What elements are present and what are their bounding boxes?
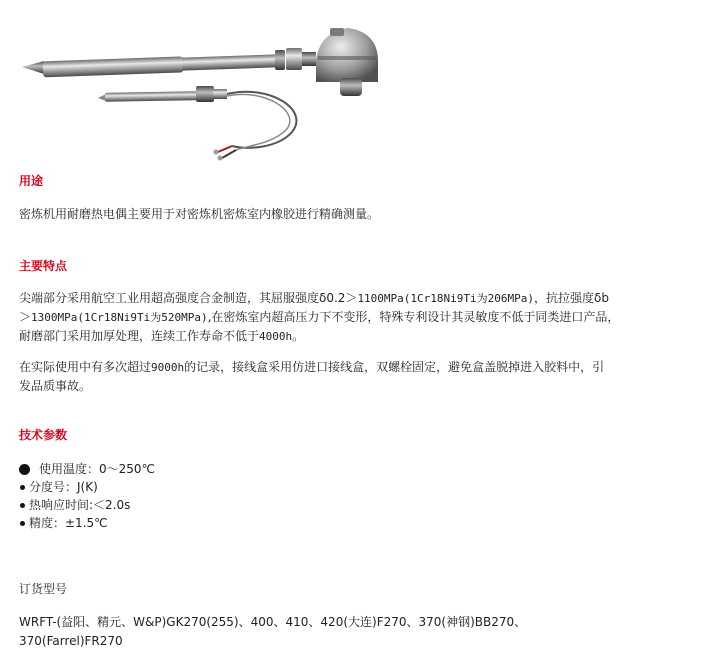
order-models <box>19 613 526 651</box>
text-segment-mono: 9000h <box>151 361 185 374</box>
features-para-2-line-2: 发品质事故。 <box>19 379 92 393</box>
text-segment: 在实际使用中有多次超过 <box>19 360 152 374</box>
spec-text: 分度号：J(K) <box>29 480 98 494</box>
text-segment-mono: 4000h <box>259 330 293 343</box>
usage-text <box>19 205 379 224</box>
features-para-2-line-1 <box>19 358 604 377</box>
order-line-2: 370(Farrel)FR270 <box>19 634 123 648</box>
features-heading: 主要特点 <box>19 259 68 273</box>
spec-item-response-time <box>19 496 155 514</box>
text-segment: 。 <box>292 329 305 343</box>
probe-upper <box>22 28 378 96</box>
text-segment: ,在密炼室内超高压力下不变形，特殊专利设计其灵敏度不低于同类进口产品， <box>207 310 620 324</box>
specs-list <box>19 460 155 532</box>
features-para-1 <box>19 289 619 346</box>
text-segment-mono: 1100MPa(1Cr18Ni9Ti为206MPa) <box>357 292 535 305</box>
order-title: 订货型号 <box>19 582 68 596</box>
text-segment: 的记录，接线盒采用仿进口接线盒，双螺栓固定，避免盒盖脱掉进入胶料中，引 <box>184 360 605 374</box>
bullet-small-icon <box>20 485 25 490</box>
spec-item-graduation <box>19 478 155 496</box>
order-line-1: WRFT-(益阳、精元、W&P)GK270(255)、400、410、420(大连)F270、370(神钢)BB270、 <box>19 615 527 629</box>
product-image-thermocouple <box>10 0 410 172</box>
bullet-small-icon <box>20 521 25 526</box>
text-segment: ，抗拉强度δb <box>534 291 609 305</box>
bullet-small-icon <box>20 503 25 508</box>
features-para-1-line-1 <box>19 289 619 308</box>
text-segment-mono: 1300MPa(1Cr18Ni9Ti为520MPa) <box>31 311 208 324</box>
features-para-1-line-3 <box>19 327 619 346</box>
features-para-1-line-2 <box>19 308 619 327</box>
spec-text: 热响应时间:＜2.0s <box>29 498 131 512</box>
text-segment: 尖端部分采用航空工业用超高强度合金制造，其屈服强度δ0.2＞ <box>19 291 358 305</box>
spec-text: 精度：±1.5℃ <box>29 516 108 530</box>
specs-heading: 技术参数 <box>19 428 68 442</box>
spec-item-accuracy <box>19 514 155 532</box>
probe-lower <box>98 86 296 161</box>
text-segment: 耐磨部门采用加厚处理，连续工作寿命不低于 <box>19 329 260 343</box>
spec-text: 使用温度：0～250℃ <box>39 462 156 476</box>
features-para-2 <box>19 358 604 396</box>
text-segment: ＞ <box>19 310 32 324</box>
usage-heading: 用途 <box>19 174 44 188</box>
order-heading <box>19 580 67 599</box>
usage-line: 密炼机用耐磨热电偶主要用于对密炼机密炼室内橡胶进行精确测量。 <box>19 207 380 221</box>
bullet-large-icon <box>19 464 30 475</box>
spec-item-temperature <box>19 460 155 478</box>
